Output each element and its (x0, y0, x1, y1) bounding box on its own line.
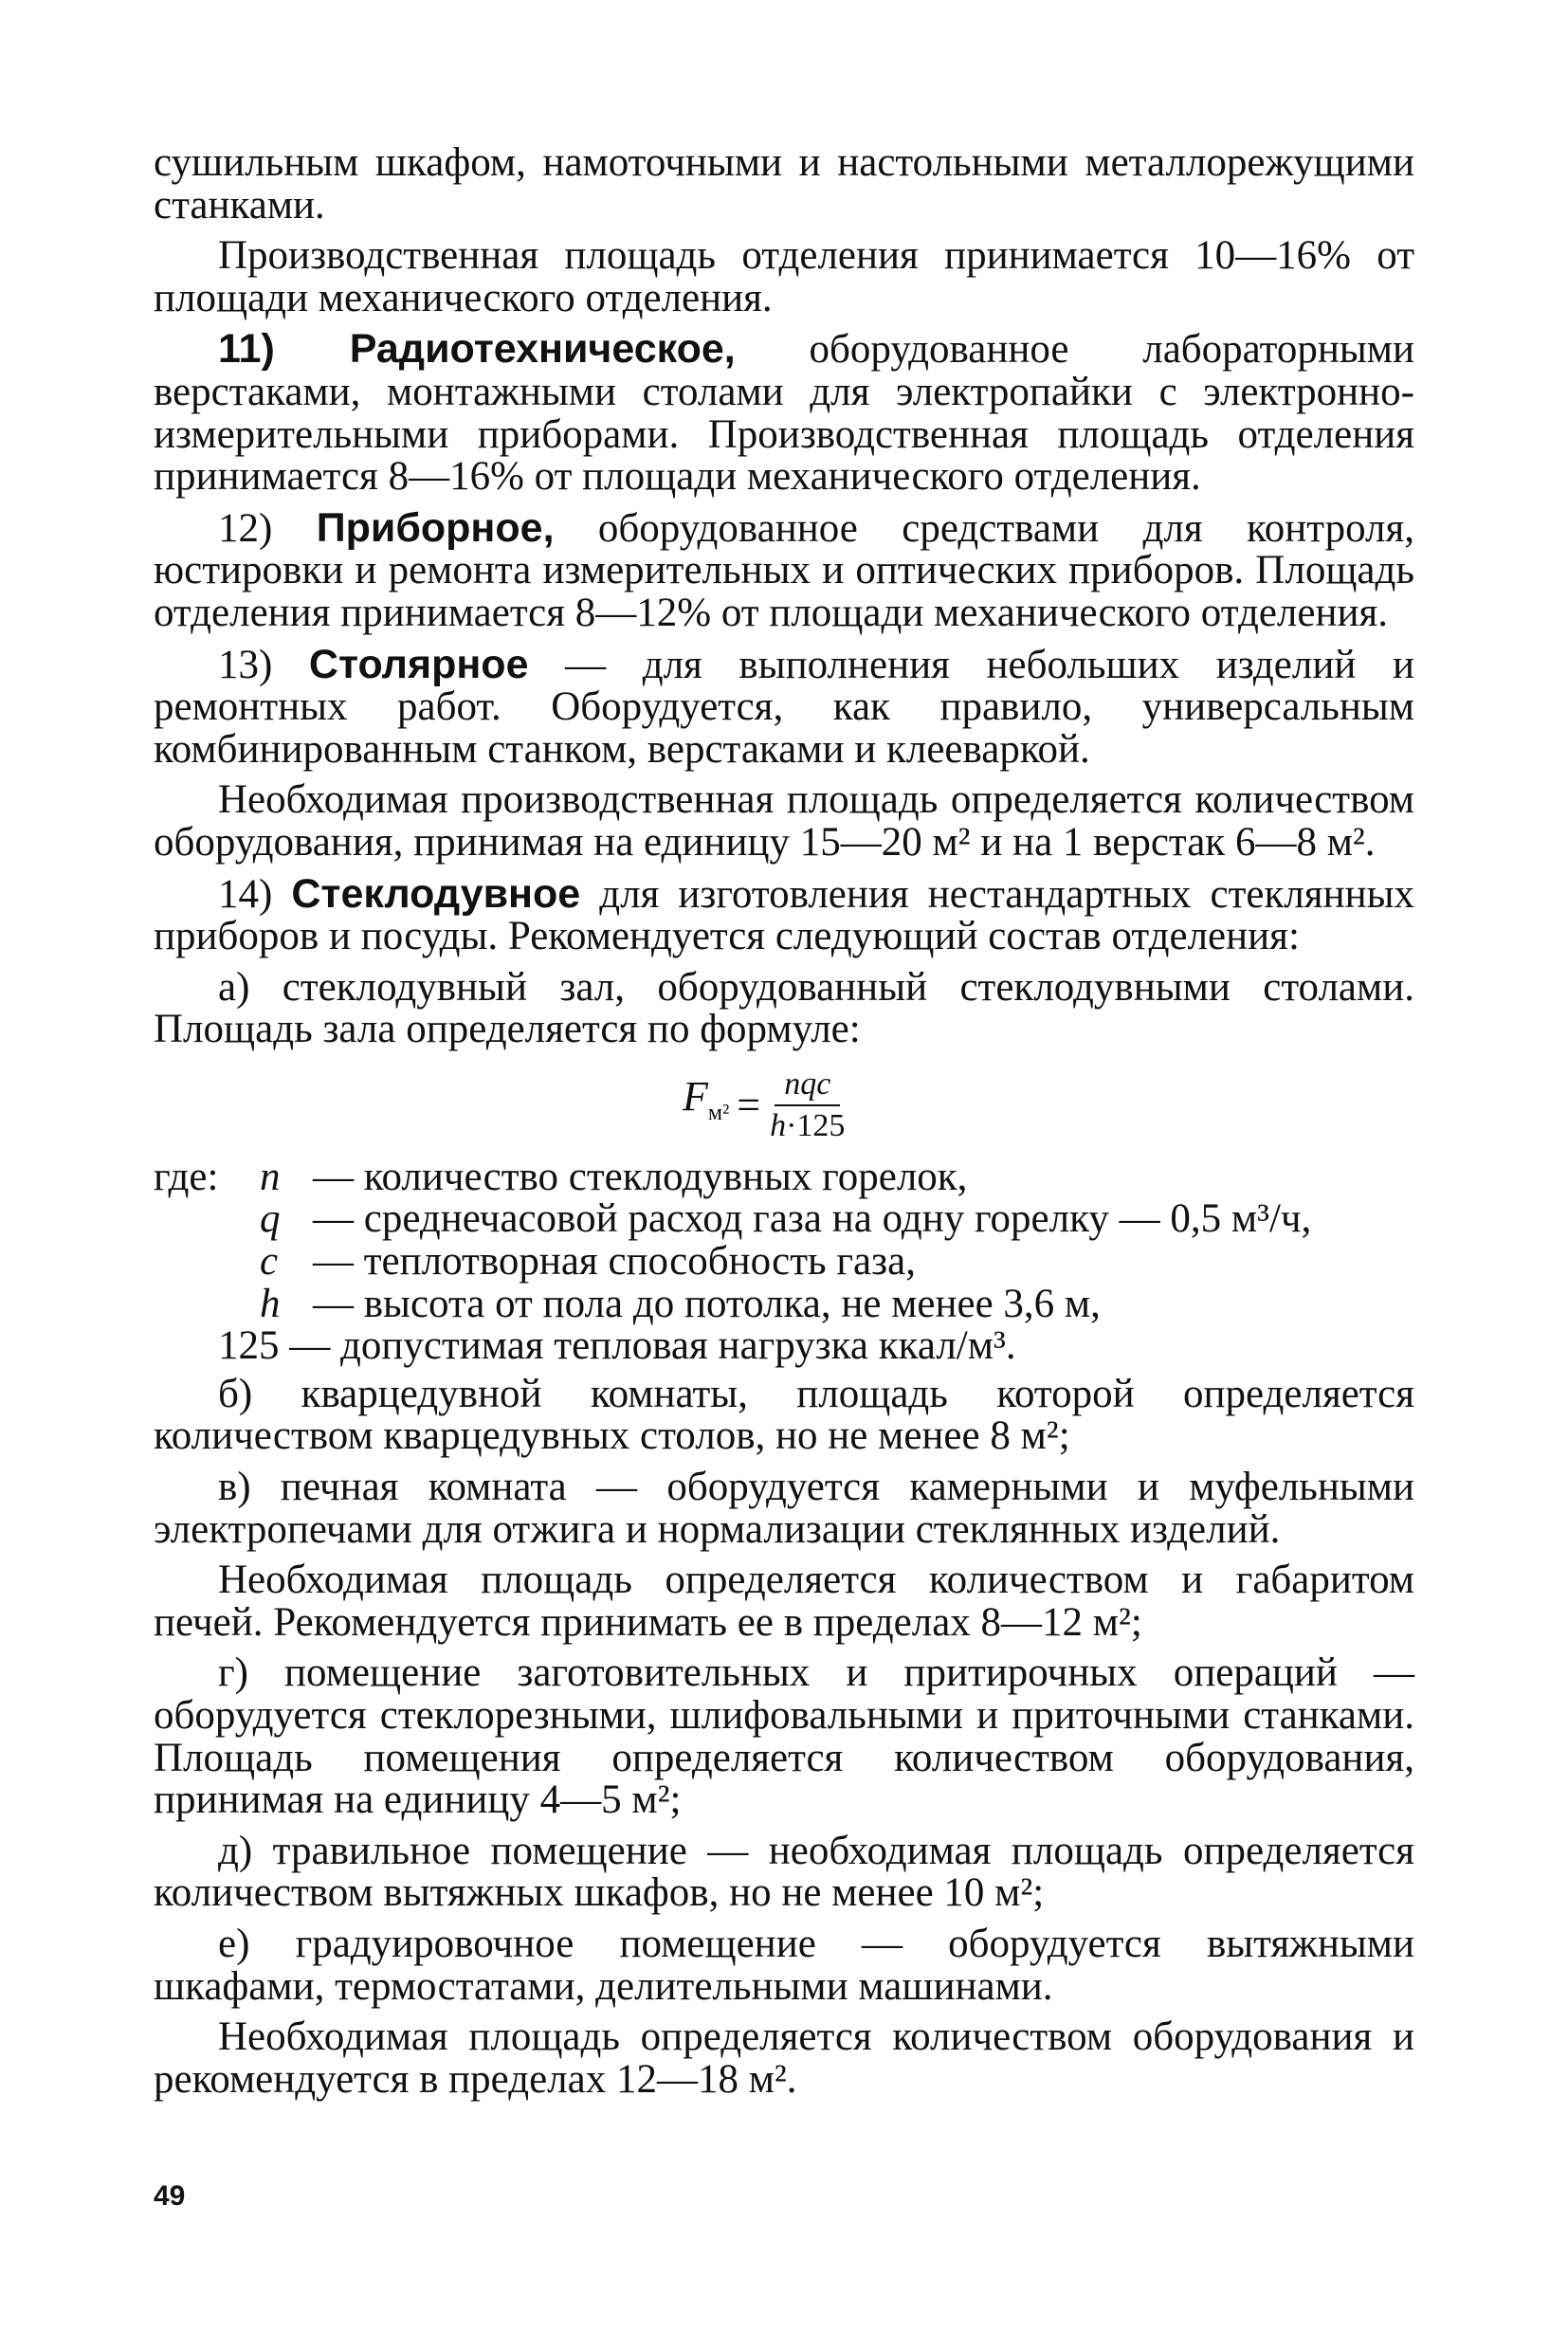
paragraph-glassblowing-hall: а) стеклодувный зал, оборудованный стеклодувными столами. Площадь зала определяется по формуле: (154, 964, 1414, 1052)
formula-lhs-subscript: м² (707, 1101, 730, 1126)
heading-carpentry-dept: Столярное (308, 641, 529, 687)
formula-numerator: nqc (775, 1066, 840, 1106)
legend-symbol: n (260, 1154, 281, 1199)
formula-lhs-var: F (683, 1073, 708, 1121)
paragraph-carpentry-area: Необходимая производственная площадь определяется количеством оборудования, принимая на единицу 15—20 м² и на 1 верстак 6—8 м². (154, 777, 1414, 865)
formula-expression (683, 1060, 845, 1151)
paragraph-mechanical-area: Производственная площадь отделения принимается 10—16% от площади механического отделения. (154, 233, 1414, 320)
paragraph-calibration-room: е) градуировочное помещение — оборудуется вытяжными шкафами, термостатами, делительными машинами. (154, 1921, 1414, 2009)
paragraph-quartz-room: б) кварцедувной комнаты, площадь которой определяется количеством кварцедувных столов, но не менее 8 м²; (154, 1371, 1414, 1459)
text-column (154, 142, 1414, 2109)
heading-glassblowing-dept: Стеклодувное (291, 870, 581, 917)
text-instrument-dept: оборудованное средствами для контроля, юстировки и ремонта измерительных и оптических приборов. Площадь отделения принимается 8—12% от площади механического отделения. (154, 505, 1414, 635)
paragraph-calibration-area: Необходимая площадь определяется количеством оборудования и рекомендуется в пределах 12—18 м². (154, 2014, 1414, 2102)
paragraph-etching-room: д) травильное помещение — необходимая площадь определяется количеством вытяжных шкафов, но не менее 10 м²; (154, 1828, 1414, 1916)
paragraph-carpentry-dept (154, 641, 1414, 772)
formula-equals: = (737, 1081, 761, 1128)
heading-radio-dept: 11) Радиотехническое, (218, 326, 736, 373)
legend-row (154, 1281, 1414, 1326)
paragraph-preparation-room: г) помещение заготовительных и притирочных операций — оборудуется стеклорезными, шлифовальными и приточными станками. Площадь помещения определяется количеством оборудования, принимая на единицу 4—5 м²; (154, 1650, 1414, 1823)
formula-denominator-var: h (770, 1107, 787, 1143)
formula-denominator-rest: ·125 (786, 1107, 846, 1143)
number-carpentry-dept: 13) (218, 642, 309, 687)
area-formula (154, 1060, 1414, 1151)
legend-row (154, 1154, 1414, 1199)
paragraph-furnace-area: Необходимая площадь определяется количеством и габаритом печей. Рекомендуется принимать ее в пределах 8—12 м²; (154, 1558, 1414, 1645)
formula-fraction (770, 1066, 845, 1144)
formula-denominator (770, 1106, 845, 1144)
legend-row-heat-load: 125 — допустимая тепловая нагрузка ккал/м³. (218, 1323, 1016, 1369)
legend-definition: — среднечасовой расход газа на одну горелку — 0,5 м³/ч, (313, 1196, 1312, 1242)
paragraph-glassblowing-dept (154, 870, 1414, 959)
paragraph-continuation: сушильным шкафом, намоточными и настольными металлорежущими станками. (154, 140, 1414, 228)
paragraph-instrument-dept (154, 504, 1414, 635)
legend-row (154, 1241, 1414, 1284)
legend-row (154, 1198, 1414, 1241)
legend-definition: — высота от пола до потолка, не менее 3,6 м, (313, 1281, 1101, 1326)
formula-lhs (683, 1073, 730, 1135)
legend-definition: — теплотворная способность газа, (313, 1239, 916, 1285)
legend-symbol: h (260, 1281, 281, 1326)
legend-symbol: c (260, 1239, 279, 1285)
legend-definition: — количество стеклодувных горелок, (313, 1154, 968, 1199)
paragraph-furnace-room: в) печная комната — оборудуется камерными и муфельными электропечами для отжига и нормализации стеклянных изделий. (154, 1465, 1414, 1552)
legend-symbol: q (260, 1196, 281, 1242)
number-glassblowing-dept: 14) (218, 871, 292, 917)
text-glassblowing-dept: для изготовления нестандартных стеклянных приборов и посуды. Рекомендуется следующий состав отделения: (154, 871, 1414, 959)
page-number: 49 (154, 2180, 186, 2212)
number-instrument-dept: 12) (218, 505, 317, 551)
text-carpentry-dept: — для выполнения небольших изделий и ремонтных работ. Оборудуется, как правило, универсальным комбинированным станком, верстаками и клееваркой. (154, 642, 1414, 772)
paragraph-radio-dept (154, 328, 1414, 498)
heading-instrument-dept: Приборное, (316, 504, 555, 551)
formula-legend (154, 1154, 1414, 1369)
legend-lead: где: (154, 1154, 219, 1199)
text-radio-dept: оборудованное лабораторными верстаками, монтажными столами для электропайки с электронно-измерительными приборами. Производственная площадь отделения принимается 8—16% от площади механического отделения. (154, 327, 1414, 500)
